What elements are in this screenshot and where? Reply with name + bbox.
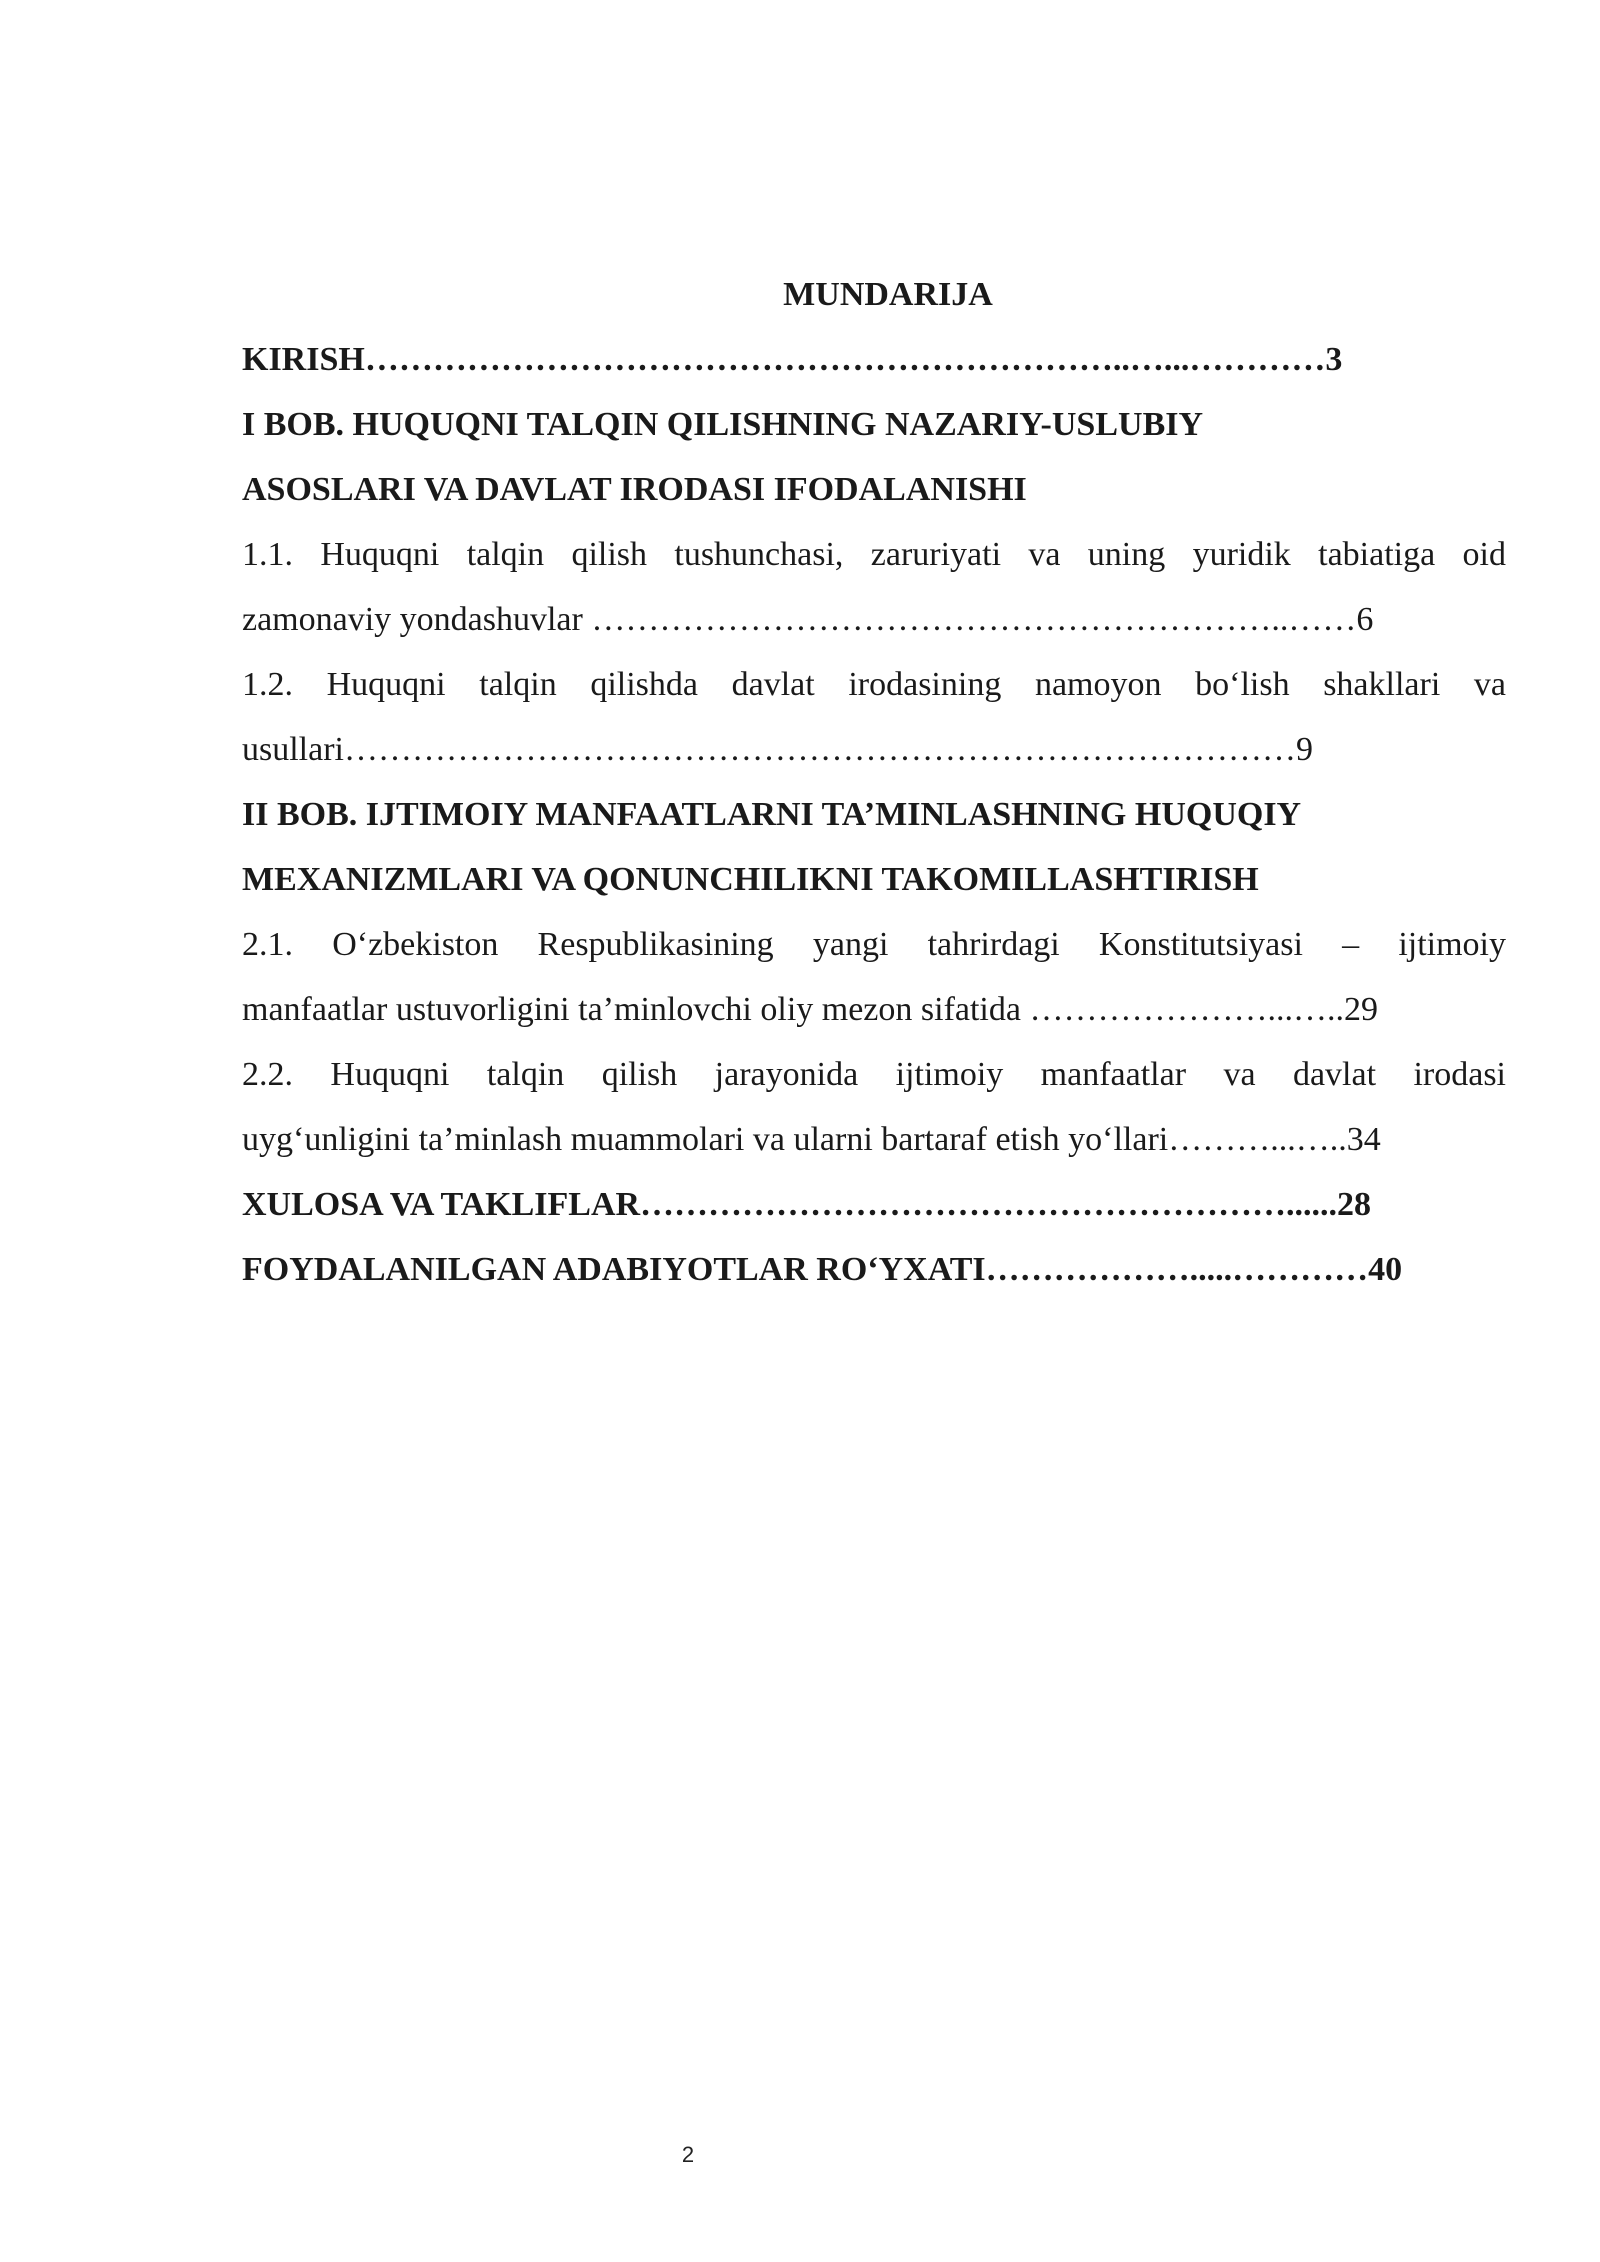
toc-section-2-2-line-1: 2.2. Huquqni talqin qilish jarayonida ijtimoiy manfaatlar va davlat irodasi [242,1056,1506,1093]
toc-section-1-2-line-2: usullari…………………………………………………………………………9 [242,731,1313,768]
toc-chapter-2-heading-line-2: MEXANIZMLARI VA QONUNCHILIKNI TAKOMILLASHTIRISH [242,861,1259,898]
toc-section-2-2-line-2: uyg‘unligini ta’minlash muammolari va ularni bartaraf etish yo‘llari………...…..34 [242,1121,1381,1158]
page-number: 2 [681,2142,695,2167]
toc-title: MUNDARIJA [783,276,993,313]
toc-chapter-1-heading-line-1: I BOB. HUQUQNI TALQIN QILISHNING NAZARIY-USLUBIY [242,406,1204,443]
toc-section-1-1-line-1: 1.1. Huquqni talqin qilish tushunchasi, zaruriyati va uning yuridik tabiatiga oid [242,536,1506,573]
toc-section-1-2-line-1: 1.2. Huquqni talqin qilishda davlat irodasining namoyon bo‘lish shakllari va [242,666,1506,703]
toc-entry-references: FOYDALANILGAN ADABIYOTLAR RO‘YXATI……………….....…………40 [242,1251,1403,1288]
table-of-contents [242,262,1506,1302]
toc-entry-introduction: KIRISH…………………………………………………………..…...…………3 [242,341,1343,378]
toc-chapter-2-heading-line-1: II BOB. IJTIMOIY MANFAATLARNI TA’MINLASHNING HUQUQIY [242,796,1302,833]
toc-entry-conclusion: XULOSA VA TAKLIFLAR…………………………………………………......28 [242,1186,1372,1223]
toc-section-2-1-line-1: 2.1. O‘zbekiston Respublikasining yangi tahrirdagi Konstitutsiyasi – ijtimoiy [242,926,1506,963]
toc-section-2-1-line-2: manfaatlar ustuvorligini ta’minlovchi oliy mezon sifatida …………………...…..29 [242,991,1378,1028]
toc-section-1-1-line-2: zamonaviy yondashuvlar ……………………………………………………..……6 [242,601,1374,638]
toc-chapter-1-heading-line-2: ASOSLARI VA DAVLAT IRODASI IFODALANISHI [242,471,1027,508]
